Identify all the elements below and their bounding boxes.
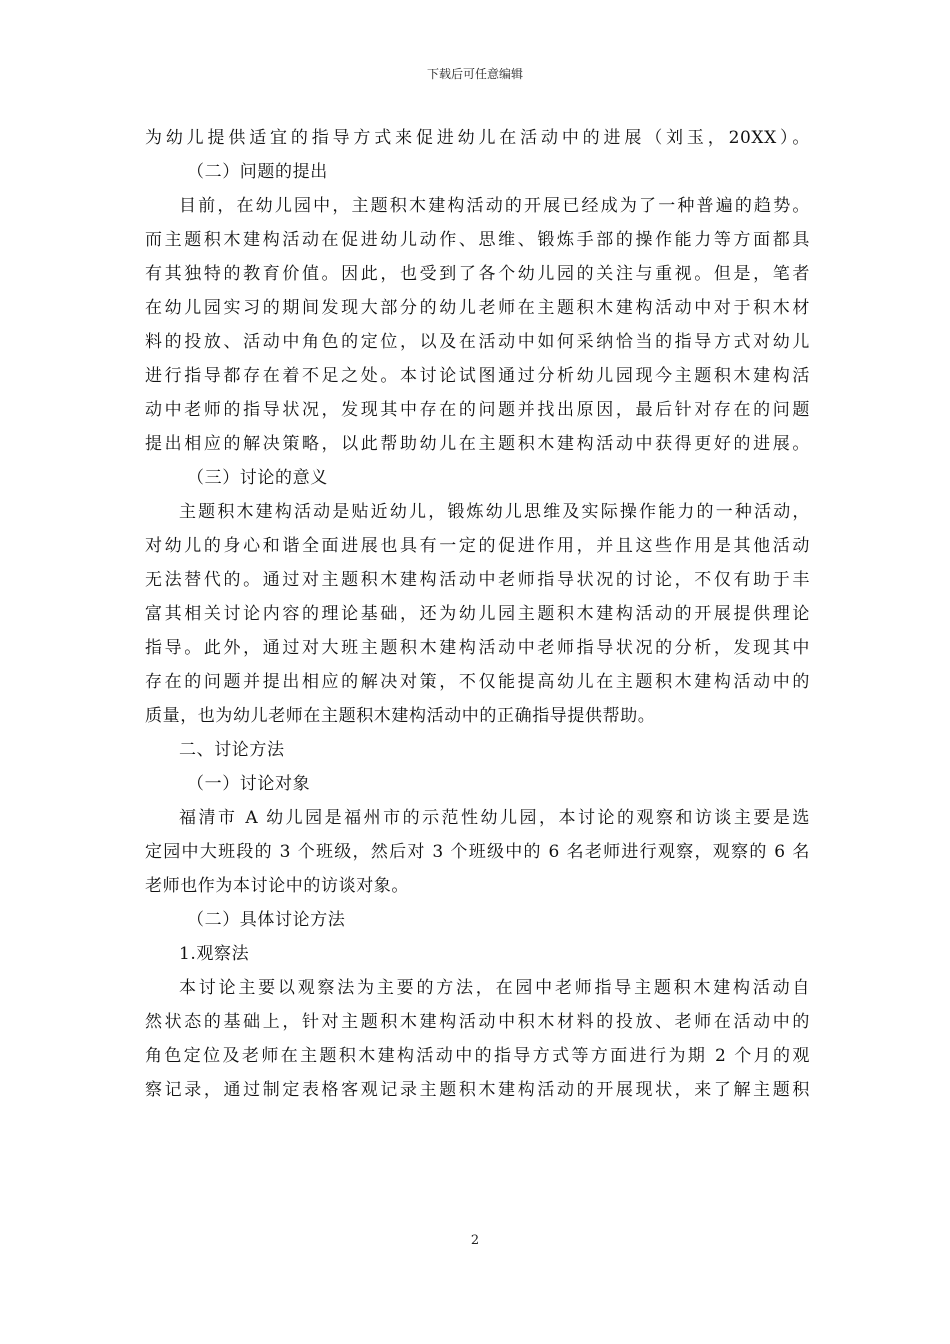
text-line: 而主题积木建构活动在促进幼儿动作、思维、锻炼手部的操作能力等方面都具 [145,230,810,250]
section-heading: （二）问题的提出 [187,162,328,182]
text-line: 提出相应的解决策略，以此帮助幼儿在主题积木建构活动中获得更好的进展。 [145,434,810,454]
text-line: 定园中大班段的 3 个班级，然后对 3 个班级中的 6 名老师进行观察，观察的 6 名 [145,842,810,862]
text-line: 有其独特的教育价值。因此，也受到了各个幼儿园的关注与重视。但是，笔者 [145,264,810,284]
paragraph-first-line: 主题积木建构活动是贴近幼儿，锻炼幼儿思维及实际操作能力的一种活动， [179,502,810,522]
text-line: 角色定位及老师在主题积木建构活动中的指导方式等方面进行为期 2 个月的观 [145,1046,810,1066]
text-line: 料的投放、活动中角色的定位，以及在活动中如何采纳恰当的指导方式对幼儿 [145,332,810,352]
text-line: 然状态的基础上，针对主题积木建构活动中积木材料的投放、老师在活动中的 [145,1012,810,1032]
text-line: 动中老师的指导状况，发现其中存在的问题并找出原因，最后针对存在的问题 [145,400,810,420]
text-line: 富其相关讨论内容的理论基础，还为幼儿园主题积木建构活动的开展提供理论 [145,604,810,624]
text-line: 存在的问题并提出相应的解决对策，不仅能提高幼儿在主题积木建构活动中的 [145,672,810,692]
paragraph-first-line: 福清市 A 幼儿园是福州市的示范性幼儿园，本讨论的观察和访谈主要是选 [179,808,810,828]
document-body [145,121,810,1107]
text-line: 对幼儿的身心和谐全面进展也具有一定的促进作用，并且这些作用是其他活动 [145,536,810,556]
text-line: 为幼儿提供适宜的指导方式来促进幼儿在活动中的进展（刘玉，20XX）。 [145,128,810,148]
chapter-heading: 二、讨论方法 [179,740,285,760]
paragraph-first-line: 本讨论主要以观察法为主要的方法，在园中老师指导主题积木建构活动自 [179,978,810,998]
subsection-heading: 1.观察法 [179,944,250,964]
page-number: 2 [470,1233,480,1248]
text-line: 在幼儿园实习的期间发现大部分的幼儿老师在主题积木建构活动中对于积木材 [145,298,810,318]
section-heading: （二）具体讨论方法 [187,910,346,930]
text-line: 指导。此外，通过对大班主题积木建构活动中老师指导状况的分析，发现其中 [145,638,810,658]
text-line: 察记录，通过制定表格客观记录主题积木建构活动的开展现状，来了解主题积 [145,1080,810,1100]
paragraph-first-line: 目前，在幼儿园中，主题积木建构活动的开展已经成为了一种普遍的趋势。 [179,196,810,216]
text-line: 进行指导都存在着不足之处。本讨论试图通过分析幼儿园现今主题积木建构活 [145,366,810,386]
section-heading: （三）讨论的意义 [187,468,328,488]
text-line: 质量，也为幼儿老师在主题积木建构活动中的正确指导提供帮助。 [145,706,656,726]
text-line: 老师也作为本讨论中的访谈对象。 [145,876,409,896]
text-line: 无法替代的。通过对主题积木建构活动中老师指导状况的讨论，不仅有助于丰 [145,570,810,590]
page-header-note: 下载后可任意编辑 [426,67,523,81]
section-heading: （一）讨论对象 [187,774,311,794]
